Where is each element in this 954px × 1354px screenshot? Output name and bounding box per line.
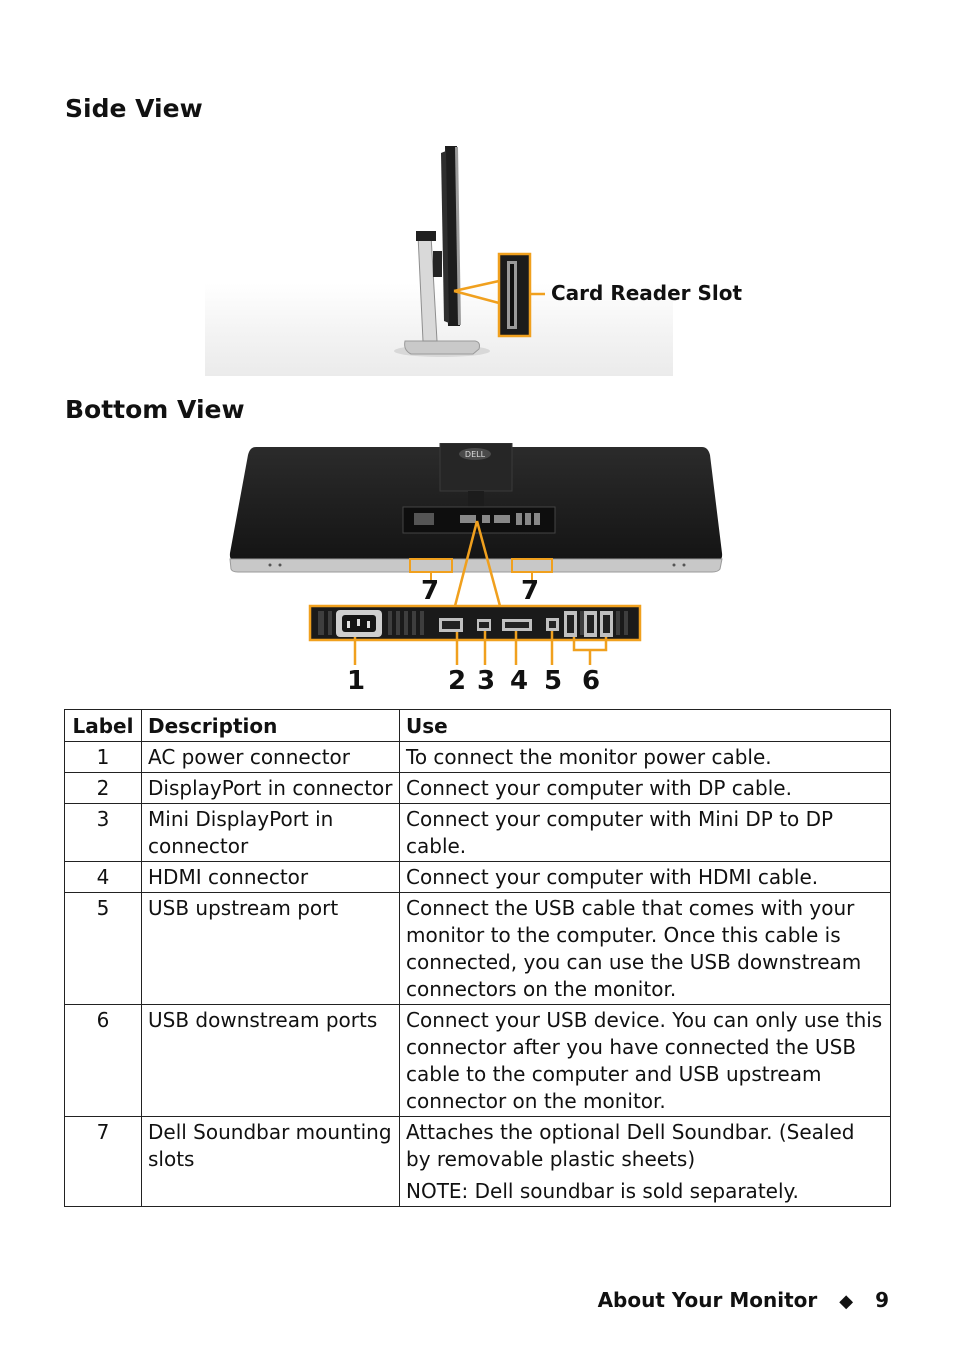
table-row [65, 1005, 891, 1117]
row-use: Connect your computer with HDMI cable. [400, 862, 891, 893]
row-use: Connect your computer with Mini DP to DP cable. [400, 804, 891, 862]
page-footer [598, 1288, 889, 1312]
svg-text:DELL: DELL [464, 450, 486, 459]
callout-number-3: 3 [477, 666, 496, 696]
table-row [65, 773, 891, 804]
table-row [65, 804, 891, 862]
row-description: Dell Soundbar mounting slots [142, 1117, 400, 1207]
card-reader-slot-label: Card Reader Slot [551, 281, 743, 305]
row-label: 7 [65, 1117, 142, 1207]
row-description: HDMI connector [142, 862, 400, 893]
monitor-stand-base [405, 341, 480, 354]
table-row [65, 862, 891, 893]
diamond-separator-icon: ◆ [839, 1291, 854, 1312]
row-use: Connect the USB cable that comes with your monitor to the computer. Once this cable is connected, you can use the USB downstream connectors on the monitor. [400, 893, 891, 1005]
row-use: Attaches the optional Dell Soundbar. (Sealed by removable plastic sheets) [406, 1120, 855, 1171]
header-description: Description [142, 710, 400, 742]
side-view-title: Side View [65, 94, 203, 123]
callout-number-5: 5 [544, 666, 563, 696]
header-label: Label [65, 710, 142, 742]
callout-number-2: 2 [448, 666, 467, 696]
table-row [65, 742, 891, 773]
row-label: 2 [65, 773, 142, 804]
recess-power [414, 513, 434, 525]
card-reader-callout-line-top [454, 281, 499, 291]
bottom-view-title: Bottom View [65, 395, 245, 424]
page-number: 9 [875, 1288, 889, 1312]
row-description: Mini DisplayPort in connector [142, 804, 400, 862]
row-label: 6 [65, 1005, 142, 1117]
callout-number-7-right: 7 [521, 576, 540, 606]
monitor-stand-column [418, 235, 437, 341]
row-label: 4 [65, 862, 142, 893]
row-label: 5 [65, 893, 142, 1005]
row-description: USB downstream ports [142, 1005, 400, 1117]
callout-number-1: 1 [347, 666, 366, 696]
ports-table [64, 709, 891, 1207]
table-row [65, 893, 891, 1005]
row-description: AC power connector [142, 742, 400, 773]
header-use: Use [400, 710, 891, 742]
row-use: Connect your computer with DP cable. [400, 773, 891, 804]
monitor-bottom-edge [230, 559, 722, 572]
callout-number-6: 6 [582, 666, 601, 696]
card-reader-callout-line-bottom [454, 291, 499, 303]
monitor-stand-clip [433, 251, 442, 277]
monitor-stand-hinge [416, 231, 436, 241]
side-view-figure [205, 143, 743, 378]
row-label: 1 [65, 742, 142, 773]
row-use: Connect your USB device. You can only use this connector after you have connected the USB cable to the computer and USB upstream connector on the monitor. [400, 1005, 891, 1117]
row-note: NOTE: Dell soundbar is sold separately. [406, 1179, 799, 1203]
table-row [65, 1117, 891, 1207]
callout-number-7-left: 7 [421, 576, 440, 606]
bottom-view-figure [228, 443, 728, 698]
callout-number-4: 4 [510, 666, 529, 696]
card-reader-slot [510, 264, 514, 326]
row-label: 3 [65, 804, 142, 862]
row-use: To connect the monitor power cable. [400, 742, 891, 773]
row-description: DisplayPort in connector [142, 773, 400, 804]
bottom-view-illustration [228, 443, 728, 698]
footer-section-name: About Your Monitor [597, 1288, 818, 1312]
side-view-illustration [205, 143, 735, 378]
row-description: USB upstream port [142, 893, 400, 1005]
table-header-row [65, 710, 891, 742]
row-use-cell [400, 1117, 891, 1207]
